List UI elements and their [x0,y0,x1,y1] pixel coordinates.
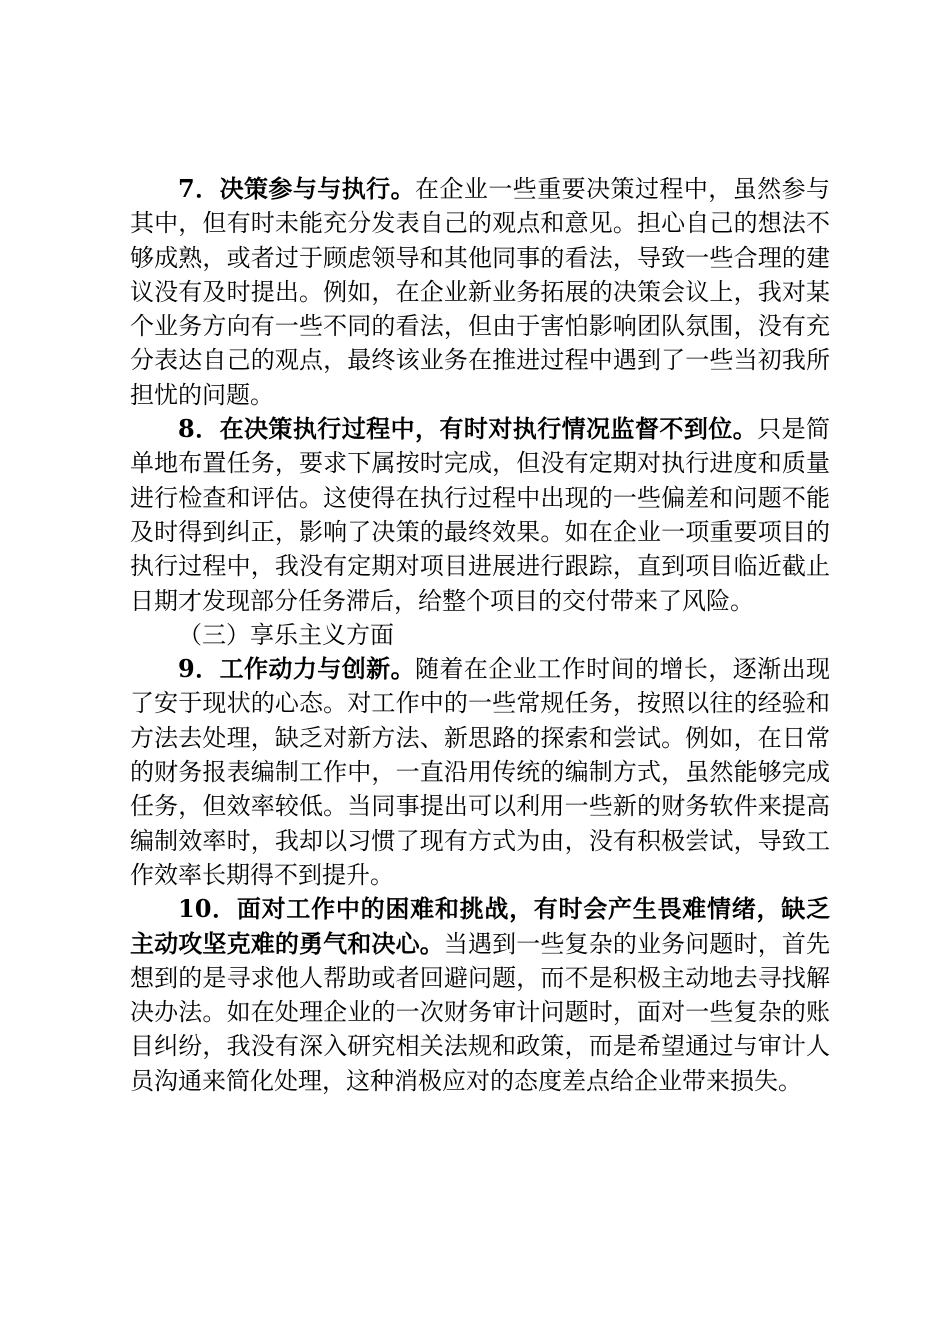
paragraph-7 [130,172,830,412]
paragraph-7-body: 在企业一些重要决策过程中，虽然参与其中，但有时未能充分发表自己的观点和意见。担心自己的想法不够成熟，或者过于顾虑领导和其他同事的看法，导致一些合理的建议没有及时提出。例如，在企业新业务拓展的决策会议上，我对某个业务方向有一些不同的看法，但由于害怕影响团队氛围，没有充分表达自己的观点，最终该业务在推进过程中遇到了一些当初我所担忧的问题。 [130,175,830,409]
paragraph-10-body: 当遇到一些复杂的业务问题时，首先想到的是寻求他人帮助或者回避问题，而不是积极主动地去寻找解决办法。如在处理企业的一次财务审计问题时，面对一些复杂的账目纠纷，我没有深入研究相关法规和政策，而是希望通过与审计人员沟通来简化处理，这种消极应对的态度差点给企业带来损失。 [130,929,831,1095]
paragraph-8-lead: 8．在决策执行过程中，有时对执行情况监督不到位。 [178,414,758,444]
paragraph-8-body: 只是简单地布置任务，要求下属按时完成，但没有定期对执行进度和质量进行检查和评估。这使得在执行过程中出现的一些偏差和问题不能及时得到纠正，影响了决策的最终效果。如在企业一项重要项目的执行过程中，我没有定期对项目进展进行跟踪，直到项目临近截止日期才发现部分任务滞后，给整个项目的交付带来了风险。 [130,415,831,615]
paragraph-10 [130,892,830,1098]
paragraph-9-body: 随着在企业工作时间的增长，逐渐出现了安于现状的心态。对工作中的一些常规任务，按照以往的经验和方法去处理，缺乏对新方法、新思路的探索和尝试。例如，在日常的财务报表编制工作中，一直沿用传统的编制方式，虽然能够完成任务，但效率较低。当同事提出可以利用一些新的财务软件来提高编制效率时，我却以习惯了现有方式为由，没有积极尝试，导致工作效率长期得不到提升。 [130,655,830,889]
paragraph-9-lead: 9．工作动力与创新。 [178,654,416,684]
paragraph-9 [130,652,830,892]
section-heading: （三）享乐主义方面 [178,620,394,649]
paragraph-10-lead: 10．面对工作中的困难和挑战，有时会产生畏难情绪，缺乏主动攻坚克难的勇气和决心。 [130,894,830,958]
document-page [130,172,830,1098]
paragraph-7-lead: 7．决策参与与执行。 [178,174,416,203]
paragraph-8 [130,412,830,618]
